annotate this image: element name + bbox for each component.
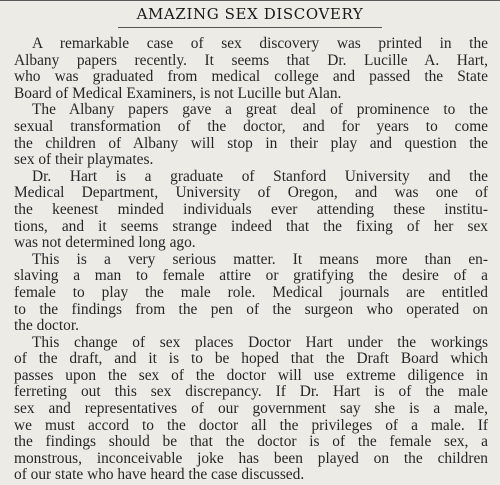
text-line: The Albany papers gave a great deal of prominence to the	[32, 101, 488, 119]
text-line: the children of Albany will stop in their play and question the	[14, 134, 488, 152]
text-line: the findings should be that the doctor is of the female sex, a	[14, 433, 488, 451]
text-line: Dr. Hart is a graduate of Stanford University and the	[32, 167, 488, 185]
article-body	[14, 36, 488, 484]
headline-underline	[118, 27, 382, 28]
article-paragraph	[14, 169, 488, 252]
text-line: female to play the male role. Medical journals are entitled	[14, 283, 488, 301]
text-line: the doctor.	[14, 317, 79, 335]
text-line: This is a very serious matter. It means more than en-	[32, 250, 488, 268]
text-line: sex and representatives of our government say she is a male,	[14, 400, 488, 418]
text-line: slaving a man to female attire or gratifying the desire of a	[14, 267, 488, 285]
article-paragraph	[14, 335, 488, 484]
text-line: This change of sex places Doctor Hart under the workings	[32, 333, 488, 351]
article-paragraph	[14, 252, 488, 335]
text-line: who was graduated from medical college and passed the State	[14, 68, 488, 86]
text-line: of the draft, and it is to be hoped that the Draft Board which	[14, 350, 488, 368]
text-line: of our state who have heard the case discussed.	[14, 466, 305, 484]
text-line: monstrous, inconceivable joke has been played on the children	[14, 449, 488, 467]
text-line: Board of Medical Examiners, is not Lucille but Alan.	[14, 84, 342, 102]
article-paragraph	[14, 36, 488, 102]
text-line: sexual transformation of the doctor, and for years to come	[14, 117, 488, 135]
text-line: tions, and it seems strange indeed that the fixing of her sex	[14, 217, 488, 235]
text-line: the keenest minded individuals ever attending these institu-	[14, 200, 488, 218]
text-line: to the findings from the pen of the surgeon who operated on	[14, 300, 488, 318]
article-headline: AMAZING SEX DISCOVERY	[136, 5, 364, 23]
text-line: Medical Department, University of Oregon, and was one of	[14, 184, 488, 202]
text-line: passes upon the sex of the doctor will use extreme diligence in	[14, 366, 488, 384]
text-line: we must accord to the doctor all the privileges of a male. If	[14, 416, 488, 434]
text-line: Albany papers recently. It seems that Dr. Lucille A. Hart,	[14, 51, 488, 69]
article-paragraph	[14, 102, 488, 168]
top-rule	[0, 0, 500, 1]
text-line: ferreting out this sex discrepancy. If Dr. Hart is of the male	[14, 383, 488, 401]
text-line: sex of their playmates.	[14, 151, 154, 169]
text-line: A remarkable case of sex discovery was printed in the	[32, 35, 488, 52]
text-line: was not determined long ago.	[14, 234, 196, 252]
